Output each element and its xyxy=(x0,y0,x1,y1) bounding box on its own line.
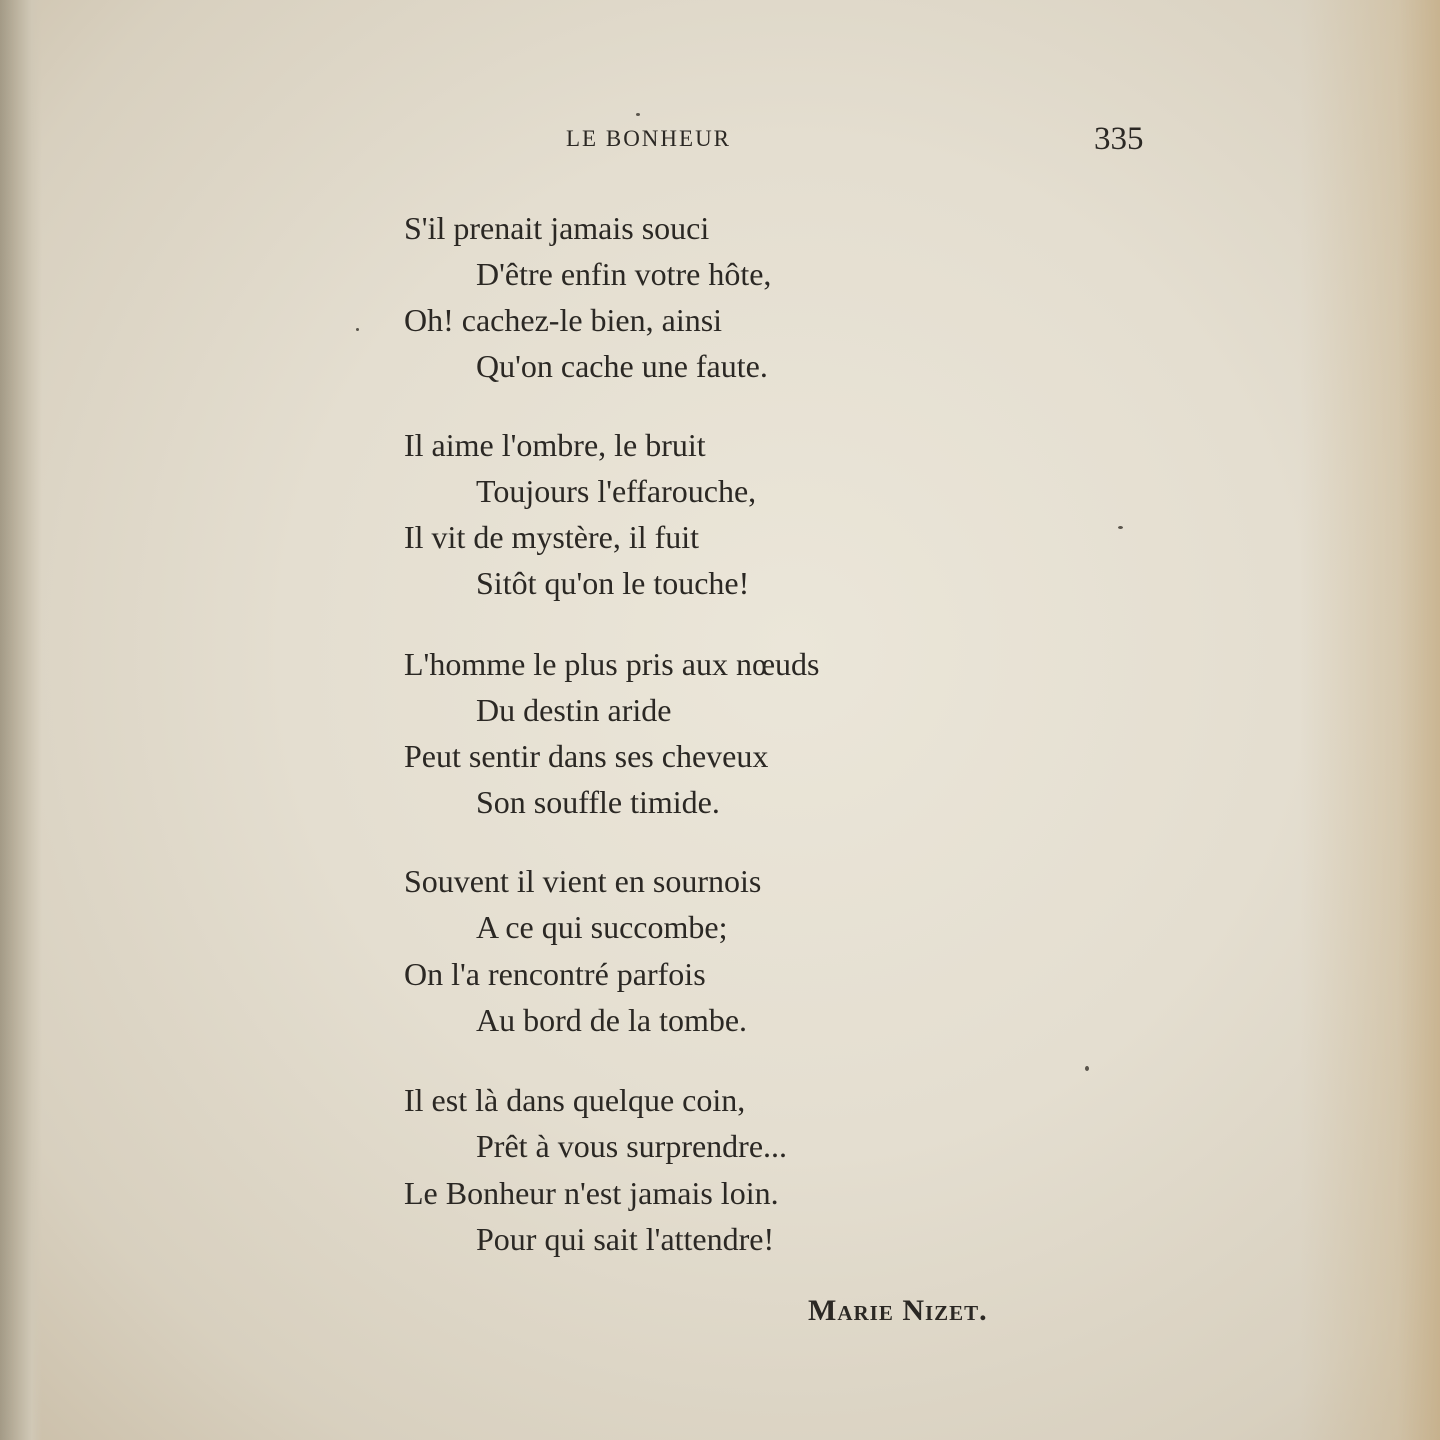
paper-speck xyxy=(636,113,640,116)
poem-line: Qu'on cache une faute. xyxy=(476,348,768,384)
paper-speck xyxy=(1118,526,1123,529)
author-signature: Marie Nizet. xyxy=(808,1294,988,1327)
poem-line: Sitôt qu'on le touche! xyxy=(476,565,750,601)
poem-line: Du destin aride xyxy=(476,692,672,728)
poem-line: Au bord de la tombe. xyxy=(476,1002,748,1038)
poem xyxy=(404,0,1044,1440)
poem-line: Oh! cachez-le bien, ainsi xyxy=(404,302,723,338)
page-number: 335 xyxy=(1094,121,1144,157)
page-edge-discoloration xyxy=(1300,0,1440,1440)
running-header: LE BONHEUR xyxy=(566,126,732,151)
poem-line: Souvent il vient en sournois xyxy=(404,863,762,899)
poem-line: Pour qui sait l'attendre! xyxy=(476,1221,775,1257)
poem-line: Prêt à vous surprendre... xyxy=(476,1128,788,1164)
poem-line: A ce qui succombe; xyxy=(476,909,728,945)
poem-line: On l'a rencontré parfois xyxy=(404,956,706,992)
poem-line: S'il prenait jamais souci xyxy=(404,210,710,246)
poem-line: Il est là dans quelque coin, xyxy=(404,1082,746,1118)
paper-speck xyxy=(356,328,359,331)
book-gutter-shadow xyxy=(0,0,42,1440)
poem-line: Il aime l'ombre, le bruit xyxy=(404,427,706,463)
poem-line: D'être enfin votre hôte, xyxy=(476,256,772,292)
poem-line: L'homme le plus pris aux nœuds xyxy=(404,646,820,682)
poem-line: Son souffle timide. xyxy=(476,784,720,820)
poem-line: Il vit de mystère, il fuit xyxy=(404,519,700,555)
poem-line: Toujours l'effarouche, xyxy=(476,473,757,509)
poem-line: Peut sentir dans ses cheveux xyxy=(404,738,769,774)
paper-speck xyxy=(1085,1066,1089,1071)
poem-line: Le Bonheur n'est jamais loin. xyxy=(404,1175,779,1211)
